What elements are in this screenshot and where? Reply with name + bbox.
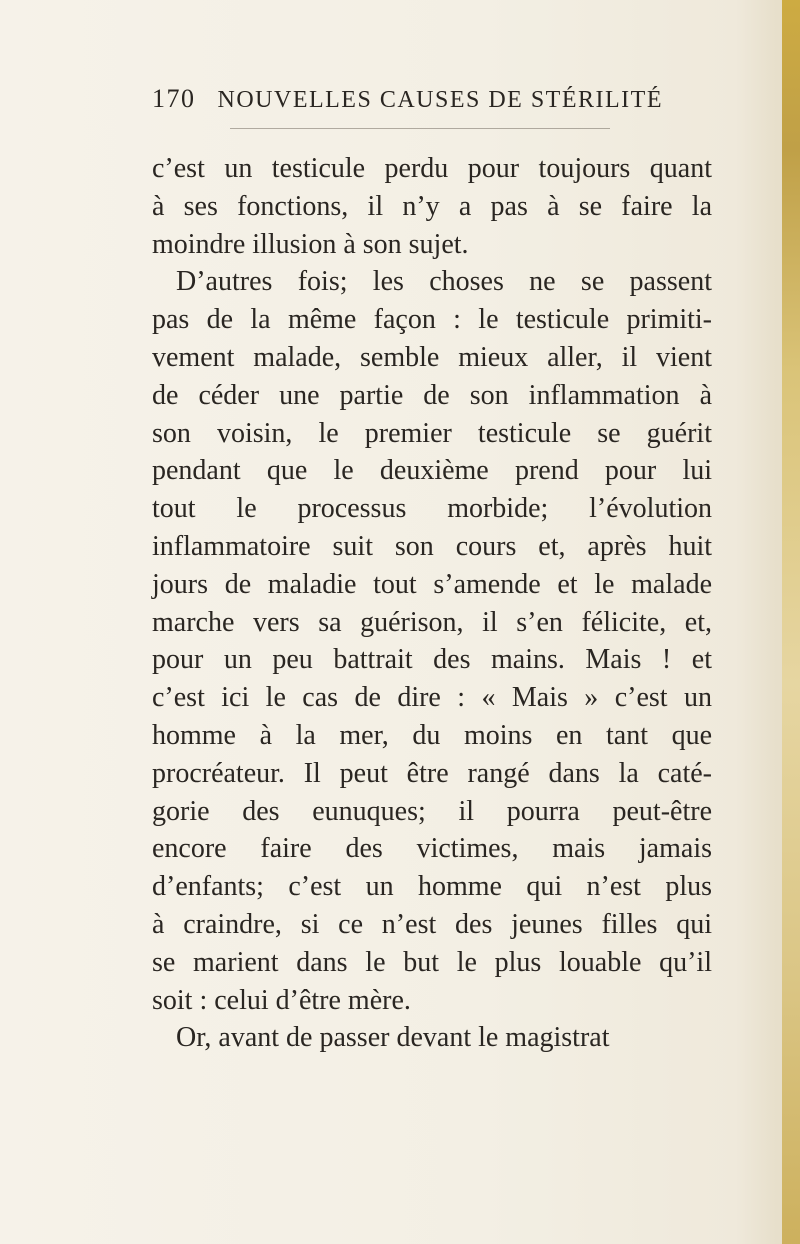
text-line: d’enfants; c’est un homme qui n’est plus [152,871,712,903]
text-line: pas de la même façon : le testicule primiti- [152,304,712,336]
text-line: vement malade, semble mieux aller, il vient [152,341,712,373]
body-text [152,150,712,1057]
text-line: gorie des eunuques; il pourra peut-être [152,795,712,827]
text-line: encore faire des victimes, mais jamais [152,833,712,865]
text-line: à craindre, si ce n’est des jeunes filles qui [152,908,712,940]
text-line: se marient dans le but le plus louable qu’il [152,946,712,978]
header-rule [230,128,610,129]
text-line: moindre illusion à son sujet. [152,228,469,260]
text-line: de céder une partie de son inflammation à [152,379,712,411]
text-line: marche vers sa guérison, il s’en félicite, et, [152,606,712,638]
text-line: c’est ici le cas de dire : « Mais » c’est un [152,682,712,714]
text-line: pendant que le deuxième prend pour lui [152,455,712,487]
text-line: homme à la mer, du moins en tant que [152,719,712,751]
text-line: jours de maladie tout s’amende et le malade [152,568,712,600]
text-line: son voisin, le premier testicule se guérit [152,417,712,449]
page-header [152,84,663,114]
text-line: procréateur. Il peut être rangé dans la caté- [152,757,712,789]
text-line: D’autres fois; les choses ne se passent [176,266,712,298]
running-title: NOUVELLES CAUSES DE STÉRILITÉ [217,87,663,113]
text-line: tout le processus morbide; l’évolution [152,493,712,525]
page-number: 170 [152,84,196,113]
text-line: à ses fonctions, il n’y a pas à se faire la [152,190,712,222]
gilded-page-edge [782,0,800,1244]
text-line: inflammatoire suit son cours et, après huit [152,530,712,562]
text-line: Or, avant de passer devant le magistrat [176,1022,610,1054]
text-line: soit : celui d’être mère. [152,984,411,1016]
text-line: pour un peu battrait des mains. Mais ! et [152,644,712,676]
text-line: c’est un testicule perdu pour toujours quant [152,153,712,184]
